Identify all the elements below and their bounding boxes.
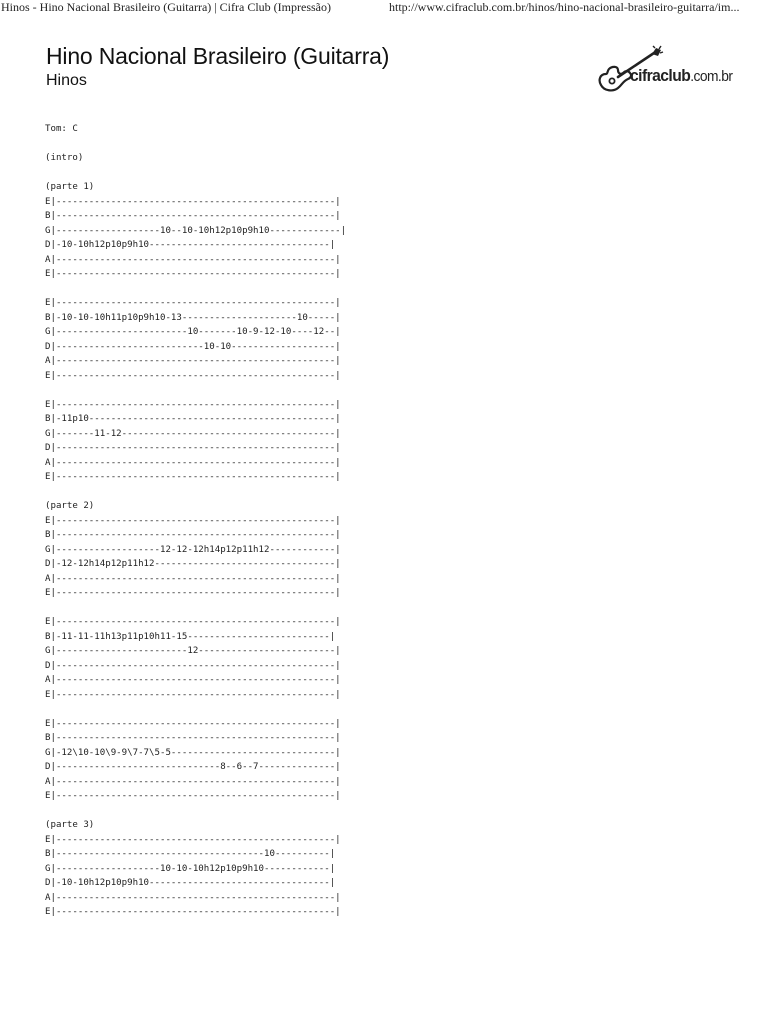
print-page-url: http://www.cifraclub.com.br/hinos/hino-nacional-brasileiro-guitarra/im... bbox=[389, 0, 740, 14]
print-header bbox=[0, 0, 768, 16]
cifraclub-logo bbox=[598, 44, 733, 94]
print-page-title: Hinos - Hino Nacional Brasileiro (Guitarra) | Cifra Club (Impressão) bbox=[1, 0, 331, 14]
song-title: Hino Nacional Brasileiro (Guitarra) bbox=[46, 43, 390, 69]
logo-text-main: cifraclub bbox=[630, 66, 691, 85]
logo-wordmark bbox=[630, 66, 732, 86]
tablature-text: Tom: C (intro) (parte 1) E|---------------------------------------------------| B|---------------------------------------------------| G|-------------------10--10-10h12p10p9h10-------------| D|-10-10h12p10p9h10---------------------------------| A|---------------------------------------------------| E|---------------------------------------------------| E|---------------------------------------------------| B|-10-10-10h11p10p9h10-13---------------------10-----| G|------------------------10-------10-9-12-10----12--| D|---------------------------10-10-------------------| A|---------------------------------------------------| E|---------------------------------------------------| E|---------------------------------------------------| B|-11p10---------------------------------------------| G|-------11-12---------------------------------------| D|---------------------------------------------------| A|---------------------------------------------------| E|---------------------------------------------------| (parte 2) E|---------------------------------------------------| B|---------------------------------------------------| G|-------------------12-12-12h14p12p11h12------------| D|-12-12h14p12p11h12---------------------------------| A|---------------------------------------------------| E|---------------------------------------------------| E|---------------------------------------------------| B|-11-11-11h13p11p10h11-15--------------------------| G|------------------------12-------------------------| D|---------------------------------------------------| A|---------------------------------------------------| E|---------------------------------------------------| E|---------------------------------------------------| B|---------------------------------------------------| G|-12\10-10\9-9\7-7\5-5------------------------------| D|------------------------------8--6--7--------------| A|---------------------------------------------------| E|---------------------------------------------------| (parte 3) E|---------------------------------------------------| B|--------------------------------------10----------| G|-------------------10-10-10h12p10p9h10------------| D|-10-10h12p10p9h10---------------------------------| A|---------------------------------------------------| E|---------------------------------------------------| bbox=[45, 124, 347, 917]
artist-name: Hinos bbox=[46, 72, 87, 89]
logo-text-suffix: .com.br bbox=[690, 68, 733, 85]
